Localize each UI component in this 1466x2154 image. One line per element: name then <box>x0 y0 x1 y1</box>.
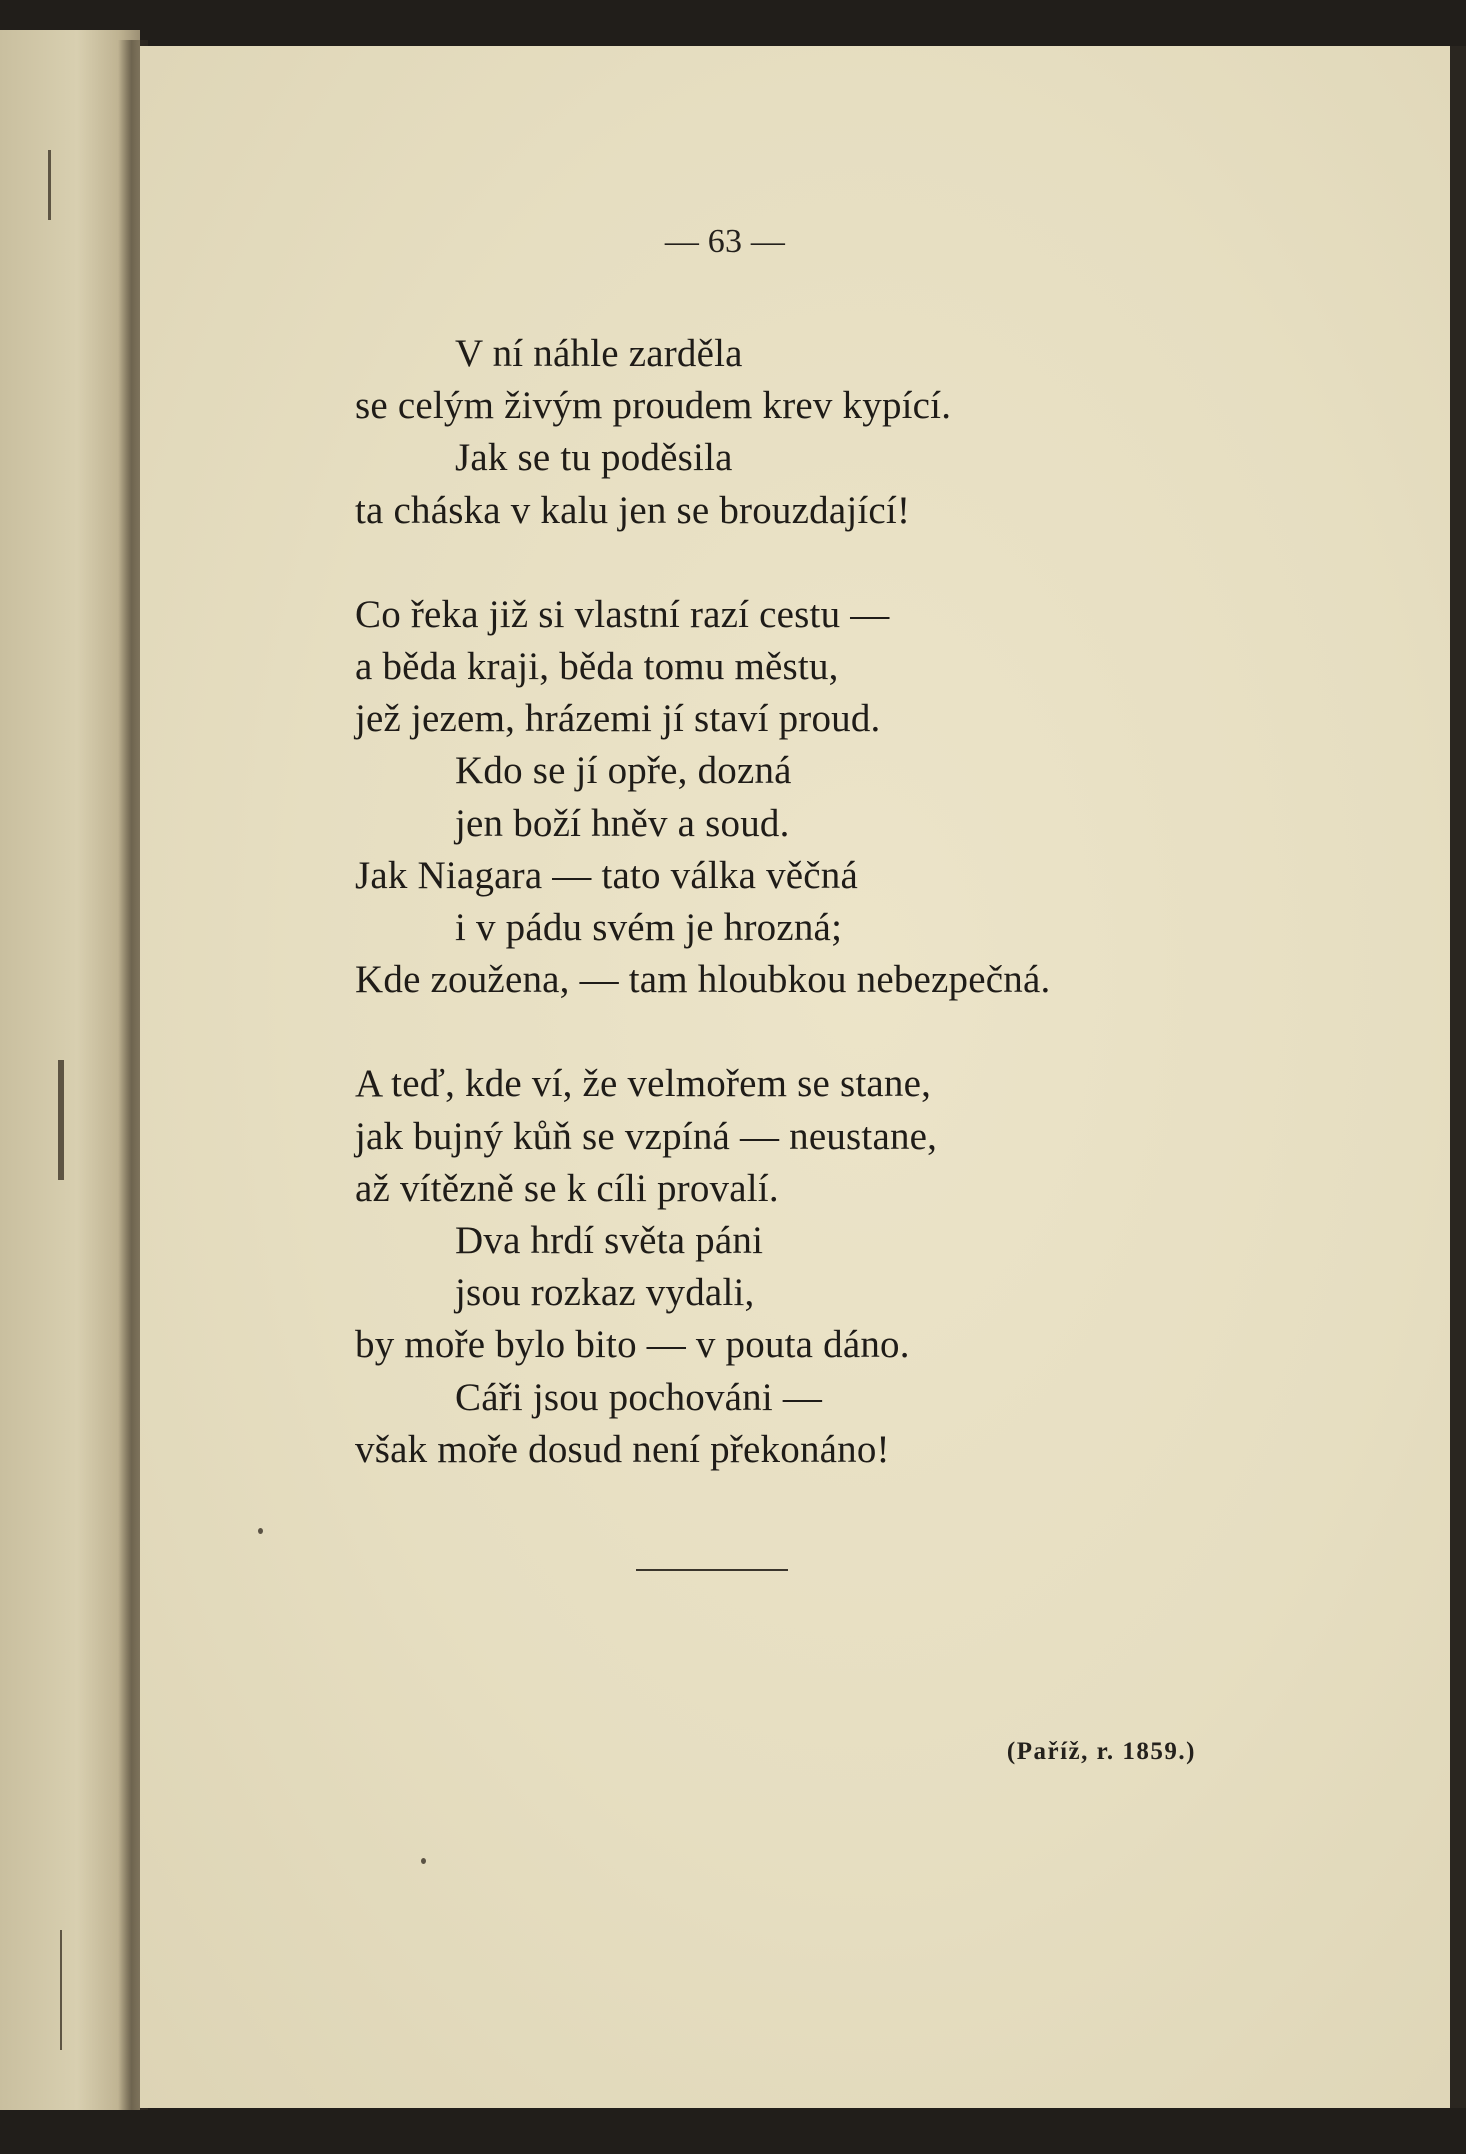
poem-line: jsou rozkaz vydali, <box>455 1271 755 1314</box>
poem-line: Co řeka již si vlastní razí cestu — <box>355 593 890 636</box>
binding-mark <box>58 1060 64 1180</box>
poem-line: Kde zoužena, — tam hloubkou nebezpečná. <box>355 958 1051 1001</box>
poem-line: Kdo se jí opře, dozná <box>455 749 792 792</box>
poem-line: ta cháska v kalu jen se brouzdající! <box>355 489 911 532</box>
poem-line: i v pádu svém je hrozná; <box>455 906 843 949</box>
poem-line: se celým živým proudem krev kypící. <box>355 384 952 427</box>
paper-speck <box>258 1528 263 1534</box>
poem-line: jež jezem, hrázemi jí staví proud. <box>355 697 881 740</box>
poem-line: jen boží hněv a soud. <box>455 802 790 845</box>
poem-line: Jak se tu poděsila <box>455 436 733 479</box>
binding-mark <box>48 150 51 220</box>
poem-line: a běda kraji, běda tomu městu, <box>355 645 839 688</box>
end-rule <box>636 1569 788 1571</box>
poem-line: Jak Niagara — tato válka věčná <box>355 854 859 897</box>
paper-speck <box>421 1858 426 1864</box>
page-right-edge <box>1450 46 1466 2108</box>
poem-line: V ní náhle zarděla <box>455 332 743 375</box>
page-number: — 63 — <box>664 223 786 260</box>
place-date-note: (Paříž, r. 1859.) <box>1006 1738 1196 1765</box>
poem-line: A teď, kde ví, že velmořem se stane, <box>355 1062 932 1105</box>
poem-line: Cáři jsou pochováni — <box>455 1376 823 1419</box>
poem-line: Dva hrdí světa páni <box>455 1219 764 1262</box>
poem-line: by moře bylo bito — v pouta dáno. <box>355 1323 910 1366</box>
poem-line: však moře dosud není překonáno! <box>355 1428 890 1471</box>
poem-line: jak bujný kůň se vzpíná — neustane, <box>355 1115 938 1158</box>
poem-line: až vítězně se k cíli provalí. <box>355 1167 779 1210</box>
binding-mark <box>60 1930 62 2050</box>
